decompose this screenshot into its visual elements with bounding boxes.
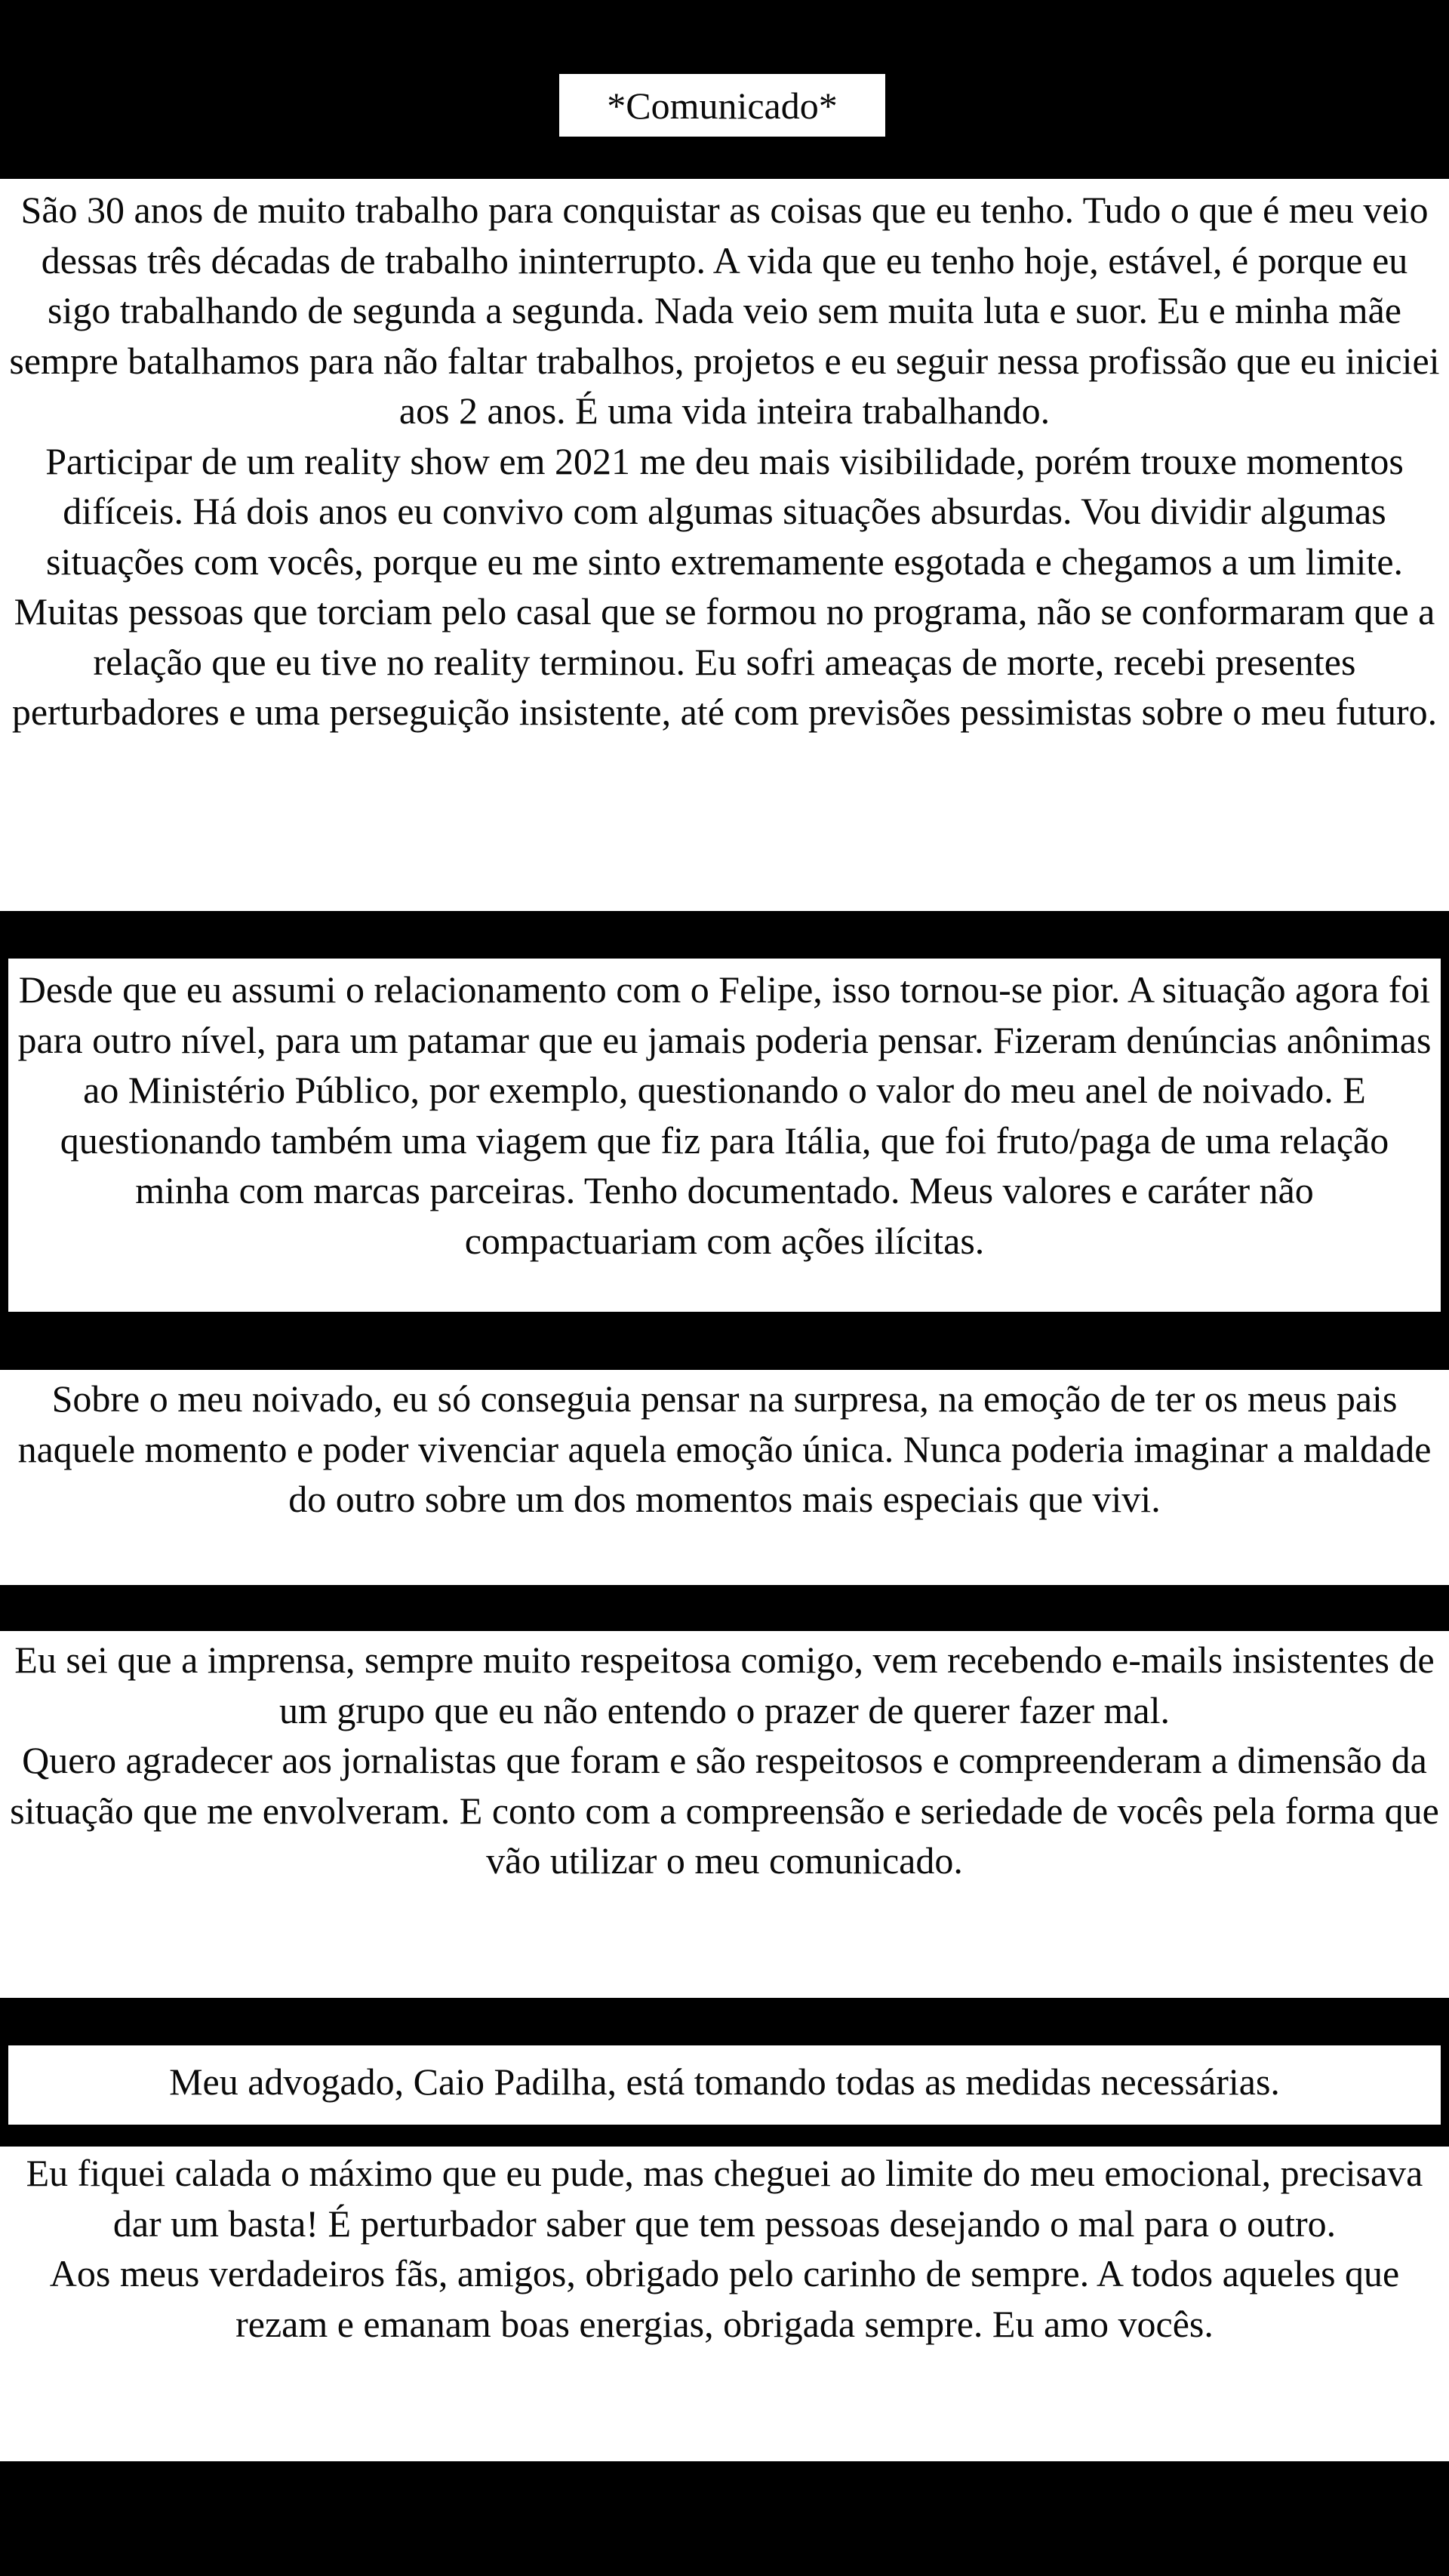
text-block-press — [0, 1631, 1449, 1998]
paragraph-anonymous-complaints: Desde que eu assumi o relacionamento com o Felipe, isso tornou-se pior. A situação agora foi para outro nível, para um patamar que eu jamais poderia pensar. Fizeram denúncias anônimas ao Ministério Público, por exemplo, questionando o valor do meu anel de noivado. E questionando também uma viagem que fiz para Itália, que foi fruto/paga de uma relação minha com marcas parceiras. Tenho documentado. Meus valores e caráter não compactuariam com ações ilícitas. — [17, 968, 1432, 1262]
paragraph-lawyer: Meu advogado, Caio Padilha, está tomando todas as medidas necessárias. — [169, 2060, 1280, 2103]
paragraph-reality-show: Participar de um reality show em 2021 me deu mais visibilidade, porém trouxe momentos difíceis. Há dois anos eu convivo com algumas situações absurdas. Vou dividir algumas situações com vocês, porque eu me sinto extremamente esgotada e chegamos a um limite. Muitas pessoas que torciam pelo casal que se formou no programa, não se conformaram que a relação que eu tive no reality terminou. Eu sofri ameaças de morte, recebi presentes perturbadores e uma perseguição insistente, até com previsões pessimistas sobre o meu futuro. — [11, 439, 1438, 733]
paragraph-press-emails: Eu sei que a imprensa, sempre muito respeitosa comigo, vem recebendo e-mails insistentes de um grupo que eu não entendo o prazer de querer fazer mal. — [14, 1639, 1435, 1731]
paragraph-career-history: São 30 anos de muito trabalho para conquistar as coisas que eu tenho. Tudo o que é meu veio dessas três décadas de trabalho ininterrupto. A vida que eu tenho hoje, estável, é porque eu sigo trabalhando de segunda a segunda. Nada veio sem muita luta e suor. Eu e minha mãe sempre batalhamos para não faltar trabalhos, projetos e eu seguir nessa profissão que eu iniciei aos 2 anos. É uma vida inteira trabalhando. — [9, 189, 1440, 432]
text-block-career — [0, 179, 1449, 911]
text-block-lawyer — [0, 2037, 1449, 2133]
text-block-relationship — [0, 950, 1449, 1320]
paragraph-limit-reached: Eu fiquei calada o máximo que eu pude, mas cheguei ao limite do meu emocional, precisava dar um basta! É perturbador saber que tem pessoas desejando o mal para o outro. — [26, 2152, 1423, 2245]
paragraph-thanks-fans: Aos meus verdadeiros fãs, amigos, obrigado pelo carinho de sempre. A todos aqueles que rezam e emanam boas energias, obrigada sempre. Eu amo vocês. — [49, 2252, 1400, 2345]
paragraph-engagement: Sobre o meu noivado, eu só conseguia pensar na surpresa, na emoção de ter os meus pais naquele momento e poder vivenciar aquela emoção única. Nunca poderia imaginar a maldade do outro sobre um dos momentos mais especiais que vivi. — [17, 1377, 1432, 1520]
statement-title: *Comunicado* — [559, 74, 885, 137]
text-block-closing — [0, 2147, 1449, 2461]
paragraph-thanks-journalists: Quero agradecer aos jornalistas que foram e são respeitosos e compreenderam a dimensão da situação que me envolveram. E conto com a compreensão e seriedade de vocês pela forma que vão utilizar o meu comunicado. — [10, 1739, 1439, 1882]
text-block-engagement — [0, 1370, 1449, 1585]
